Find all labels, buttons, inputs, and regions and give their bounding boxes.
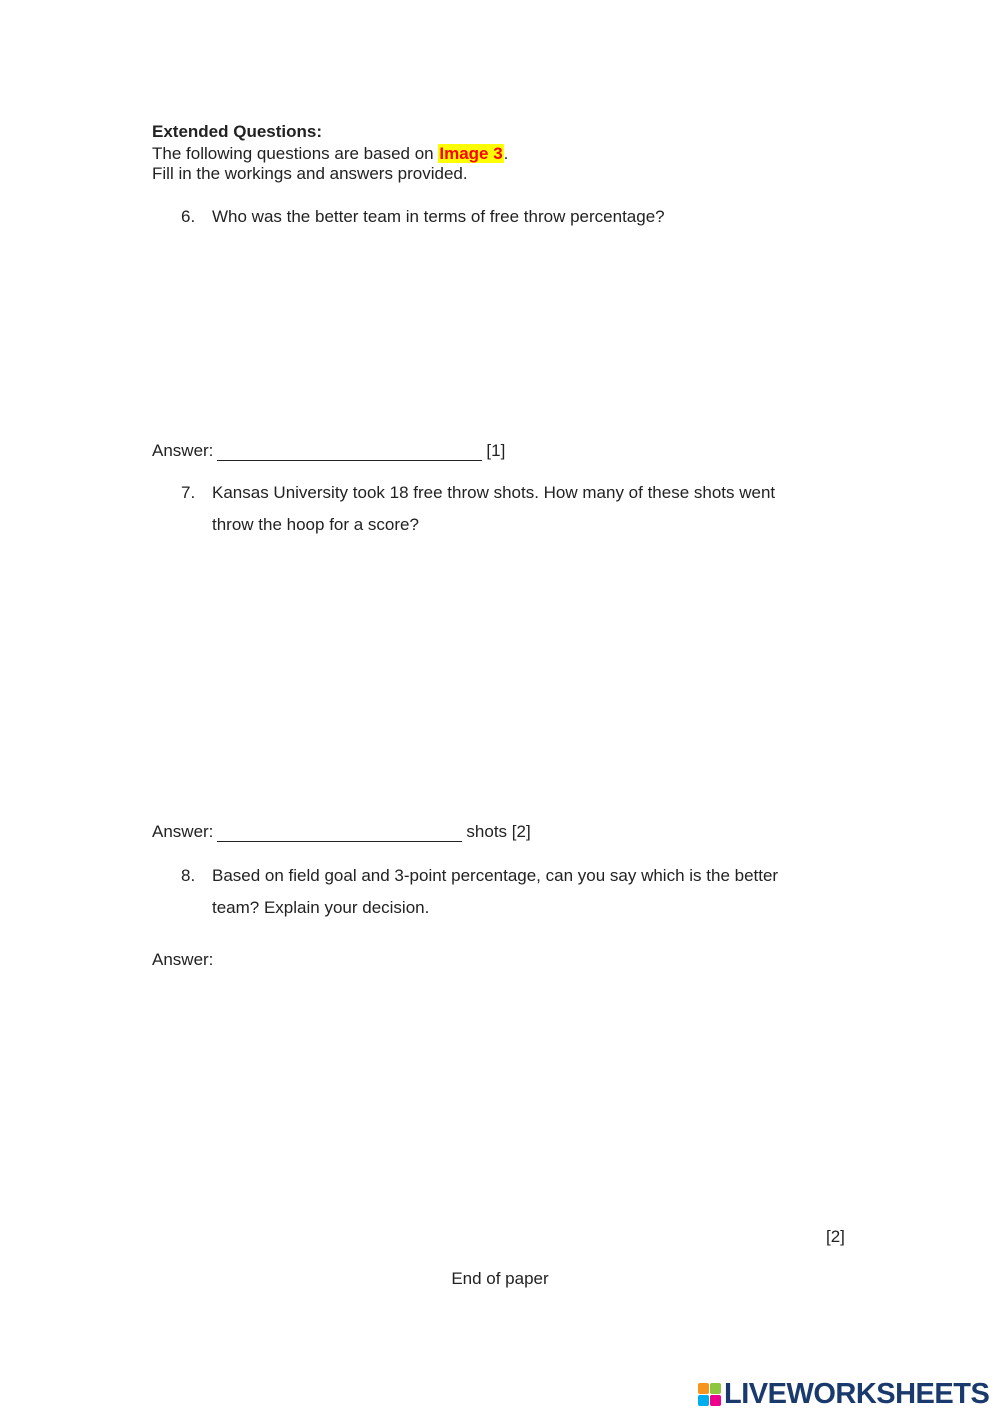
question-8-answer-area[interactable]: [152, 980, 846, 1214]
end-of-paper: End of paper: [451, 1269, 549, 1288]
question-6-answer-input[interactable]: [217, 442, 482, 461]
question-7-answer-row: [152, 822, 531, 842]
answer-label: Answer:: [152, 441, 214, 460]
question-7-number: 7.: [181, 483, 196, 502]
intro-suffix: .: [503, 144, 509, 163]
image-reference-highlight: Image 3: [439, 144, 503, 163]
intro-prefix: The following questions are based on: [152, 144, 439, 163]
answer-label: Answer:: [152, 822, 214, 841]
liveworksheets-logo-icon: [698, 1383, 721, 1406]
logo-square-2: [710, 1383, 721, 1394]
logo-square-4: [710, 1395, 721, 1406]
question-6-answer-row: [152, 441, 505, 461]
logo-square-1: [698, 1383, 709, 1394]
question-8-marks: [2]: [826, 1227, 845, 1246]
question-8-text-line-1: Based on field goal and 3-point percentage, can you say which is the better: [212, 866, 779, 885]
instructions: Fill in the workings and answers provided.: [152, 164, 468, 183]
section-title: Extended Questions:: [152, 122, 323, 141]
logo-square-3: [698, 1395, 709, 1406]
question-7-text-line-2: throw the hoop for a score?: [212, 515, 419, 534]
question-7-text-line-1: Kansas University took 18 free throw shots. How many of these shots went: [212, 483, 776, 502]
question-6-marks: [1]: [486, 441, 506, 460]
question-8-answer-label: Answer:: [152, 950, 214, 969]
question-7-workings-area[interactable]: [152, 550, 846, 804]
logo-text: LIVEWORKSHEETS: [724, 1377, 990, 1410]
question-7-answer-input[interactable]: [217, 823, 462, 842]
question-7-marks: shots [2]: [466, 822, 531, 841]
intro-line: [152, 144, 508, 164]
question-8-text-line-2: team? Explain your decision.: [212, 898, 430, 917]
question-6-workings-area[interactable]: [152, 240, 846, 429]
question-6-text: Who was the better team in terms of free throw percentage?: [212, 207, 665, 226]
question-6-number: 6.: [181, 207, 196, 226]
liveworksheets-logo: [698, 1379, 989, 1409]
question-8-number: 8.: [181, 866, 196, 885]
